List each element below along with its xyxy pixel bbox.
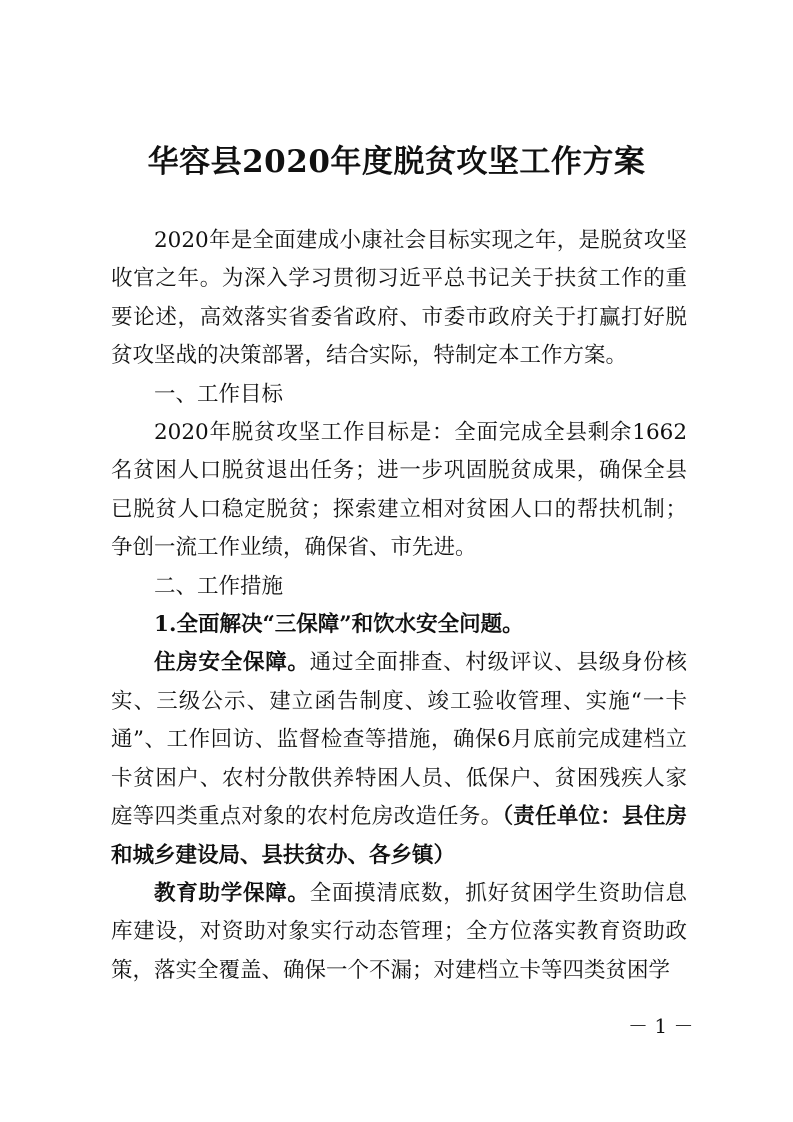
housing-paragraph [111,644,687,874]
section-heading-measures: 二、工作措施 [154,573,284,599]
page-number: － 1 － [628,1014,694,1038]
housing-responsibility: （责任单位：县住房和城乡建设局、县扶贫办、各乡镇） [111,804,687,868]
measure-subheading: 1.全面解决“三保障”和饮水安全问题。 [154,612,524,638]
education-lead: 教育助学保障。 [154,880,310,906]
document-body [111,222,687,990]
education-text: 全面摸清底数，抓好贫困学生资助信息库建设，对资助对象实行动态管理；全方位落实教育资助政策，落实全覆盖、确保一个不漏；对建档立卡等四类贫困学 [111,880,687,983]
housing-text: 通过全面排查、村级评议、县级身份核实、三级公示、建立函告制度、竣工验收管理、实施“一卡通”、工作回访、监督检查等措施，确保6月底前完成建档立卡贫困户、农村分散供养特困人员、低保户、贫困残疾人家庭等四类重点对象的农村危房改造任务。 [111,650,687,830]
intro-paragraph: 2020年是全面建成小康社会目标实现之年，是脱贫攻坚收官之年。为深入学习贯彻习近平总书记关于扶贫工作的重要论述，高效落实省委省政府、市委市政府关于打赢打好脱贫攻坚战的决策部署，结合实际，特制定本工作方案。 [111,228,687,369]
section-heading-goals: 一、工作目标 [154,381,284,407]
education-paragraph [111,875,687,990]
goals-paragraph: 2020年脱贫攻坚工作目标是：全面完成全县剩余1662名贫困人口脱贫退出任务；进一步巩固脱贫成果，确保全县已脱贫人口稳定脱贫；探索建立相对贫困人口的帮扶机制；争创一流工作业绩，确保省、市先进。 [111,420,687,561]
document-title: 华容县2020年度脱贫攻坚工作方案 [147,144,646,180]
housing-lead: 住房安全保障。 [154,650,310,676]
